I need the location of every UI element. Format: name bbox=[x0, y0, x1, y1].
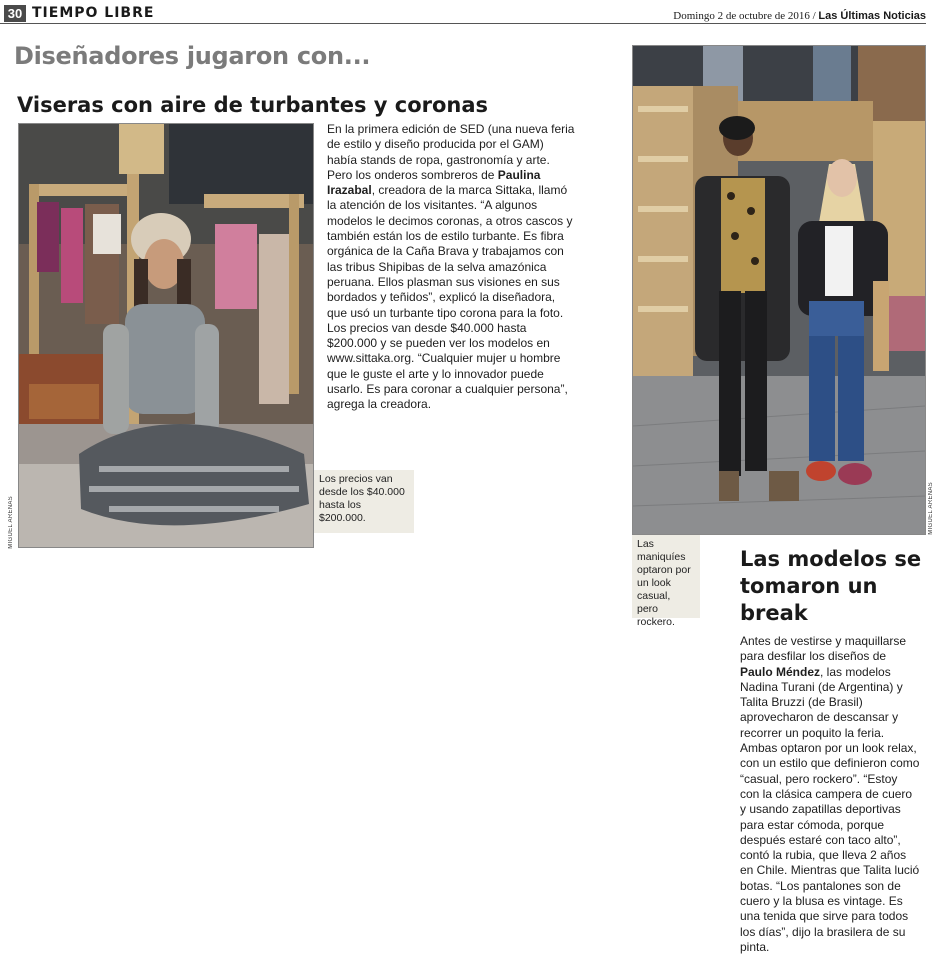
article1-body bbox=[327, 122, 575, 413]
article1-body-intro: En la primera edición de SED (una nueva feria de estilo y diseño producida por el GAM) había stands de ropa, gastronomía y arte. Pero los onderos sombreros de bbox=[327, 122, 575, 182]
article2-body-rest: , las modelos Nadina Turani (de Argentina) y Talita Bruzzi (de Brasil) aprovecharon de descansar y recorrer un poquito la feria. Ambas optaron por un look relax, con un estilo que definieron como “casual, pero rockero”. “Estoy con la clásica campera de cuero y usando zapatillas deportivas para estar cómoda, porque después estaré con taco alto”, contó la rubia, que lleva 2 años en Chile. Mientras que Talita lució botas. “Los pantalones son de cuero y la blusa es vintage. Es una tenida que sirve para todos los días”, dijo la brasilera de su pinta. bbox=[740, 664, 920, 954]
article2-photo-credit: MIGUEL ARENAS bbox=[928, 482, 934, 535]
article2-headline: Las modelos se tomaron un break bbox=[740, 547, 922, 625]
dateline bbox=[673, 9, 926, 23]
article2-body-name: Paulo Méndez bbox=[740, 664, 821, 679]
date-text: Domingo 2 de octubre de 2016 / bbox=[673, 10, 816, 22]
section-title: TIEMPO LIBRE bbox=[32, 5, 155, 21]
article1-body-name: Paulina Irazabal bbox=[327, 167, 541, 198]
page-number: 30 bbox=[4, 5, 26, 22]
article2-body-intro: Antes de vestirse y maquillarse para desfilar los diseños de bbox=[740, 634, 907, 664]
article1-body-rest: , creadora de la marca Sittaka, llamó la atención de los visitantes. “A algunos modelos le decimos coronas, a otros cascos y también están los de estilo turbante. Es fibra orgánica de la Caña Brava y trabajamos con las tribus Shipibas de la selva amazónica peruana. Ellos plasman sus visiones en sus bordados y teñidos”, explicó la diseñadora, que usó un turbante tipo corona para la foto. Los precios van desde $40.000 hasta $200.000 y se pueden ver los modelos en www.sittaka.org. “Cualquier mujer u hombre que le guste el arte y lo innovador puede usarlo. Es para coronar a cualquier persona”, agrega la creadora. bbox=[327, 183, 573, 412]
kicker-title: Diseñadores jugaron con... bbox=[14, 42, 371, 70]
publication-name: Las Últimas Noticias bbox=[818, 10, 926, 22]
article2-caption: Las maniquíes optaron por un look casual, pero rockero. bbox=[632, 535, 700, 618]
article1-caption: Los precios van desde los $40.000 hasta los $200.000. bbox=[314, 470, 414, 533]
article1-photo-credit: MIGUEL ARENAS bbox=[8, 496, 14, 549]
article2-photo bbox=[632, 45, 926, 535]
article1-headline: Viseras con aire de turbantes y coronas bbox=[17, 93, 489, 117]
header-rule bbox=[0, 23, 926, 24]
article1-photo bbox=[18, 123, 314, 548]
article2-body bbox=[740, 634, 920, 955]
